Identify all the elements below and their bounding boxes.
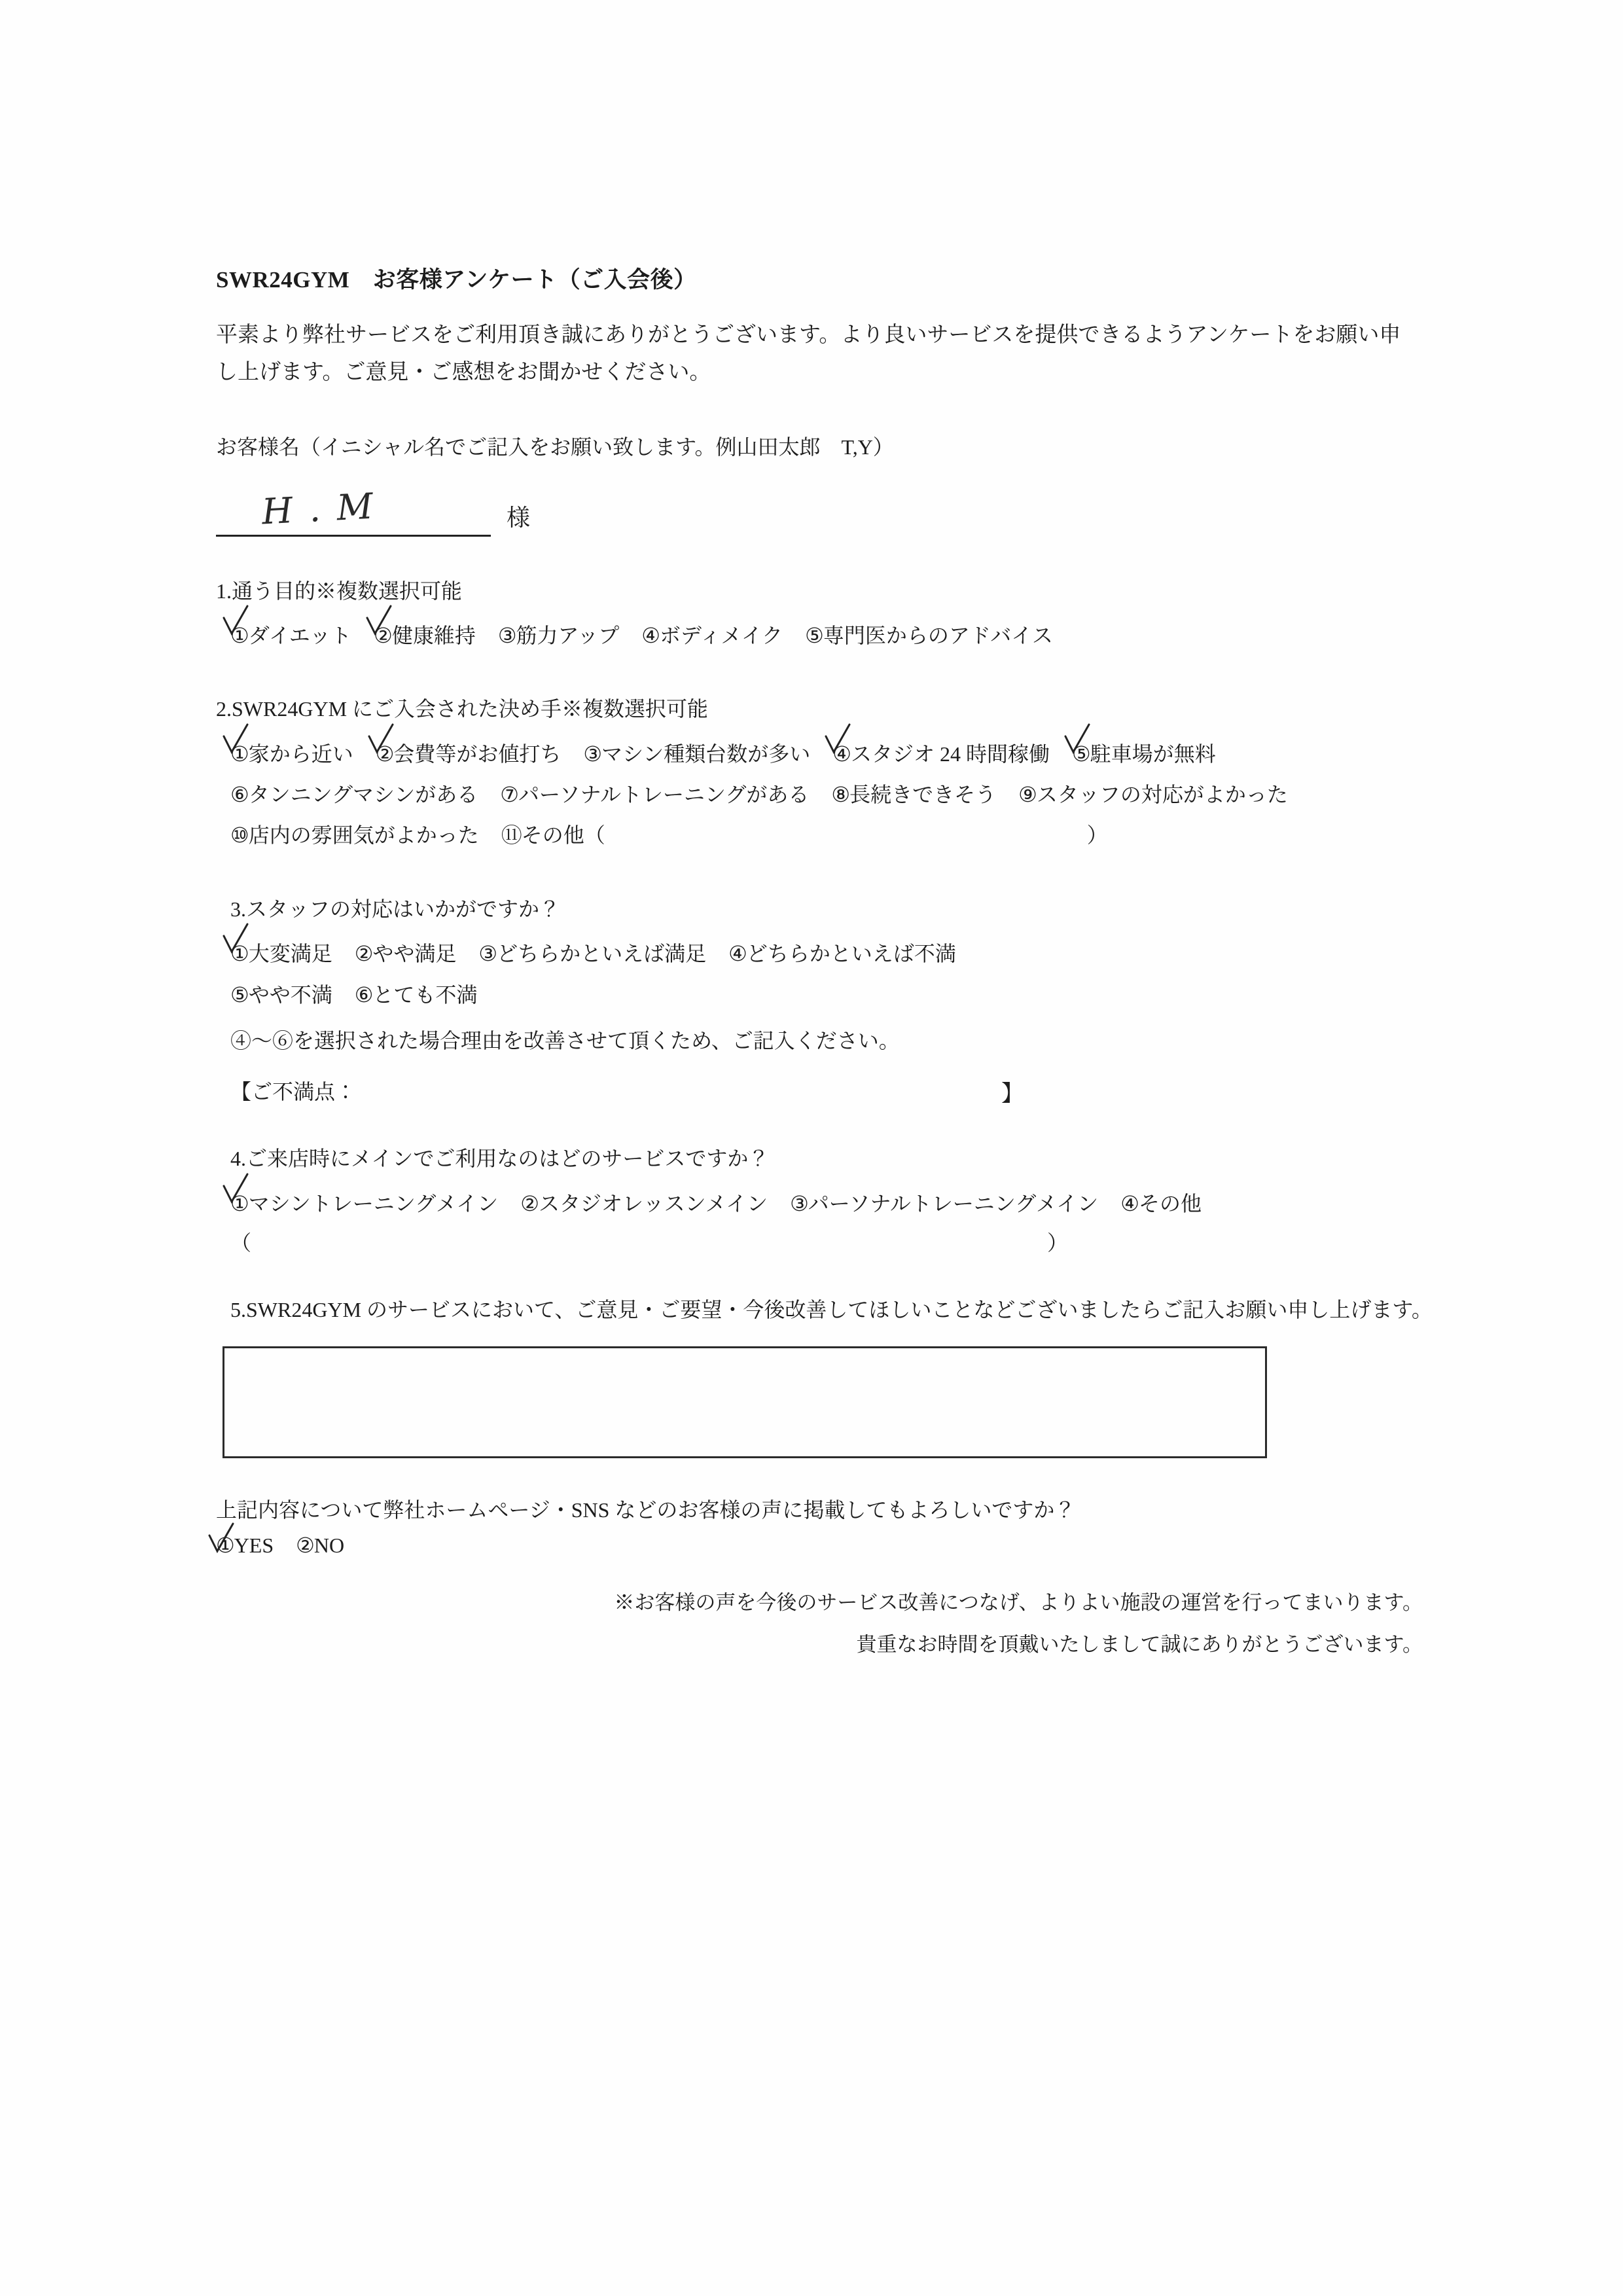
option-q2-2-label: 会費等がお値打ち	[393, 742, 562, 766]
option-q3-2-label: やや満足	[372, 942, 457, 966]
option-q3-5-label: やや不満	[248, 982, 332, 1007]
option-q2-10[interactable]	[230, 815, 479, 855]
question-4	[216, 1141, 1433, 1257]
option-q1-4[interactable]	[641, 615, 783, 656]
option-q2-7-num: ⑦	[500, 783, 518, 807]
publication-consent	[216, 1494, 1433, 1558]
option-q1-4-num: ④	[641, 623, 660, 647]
option-q4-1-label: マシントレーニングメイン	[248, 1191, 499, 1215]
question-2-label: 2.SWR24GYM にご入会された決め手※複数選択可能	[216, 697, 709, 721]
question-2	[216, 691, 1433, 856]
option-q1-2-label: 健康維持	[391, 623, 476, 647]
option-q4-3-label: パーソナルトレーニングメイン	[808, 1191, 1099, 1215]
footer-notes	[216, 1584, 1433, 1665]
option-q2-11-label: その他（ ）	[521, 823, 1108, 848]
option-q3-3[interactable]	[478, 933, 706, 974]
option-q2-5-num: ⑤	[1072, 742, 1090, 766]
dissatisfaction-open-bracket: 【ご不満点：	[230, 1080, 357, 1104]
option-q4-1[interactable]	[230, 1183, 498, 1224]
option-publish-yes[interactable]	[216, 1533, 274, 1558]
intro-paragraph: 平素より弊社サービスをご利用頂き誠にありがとうございます。より良いサービスを提供できるようアンケートをお願い申し上げます。ご意見・ご感想をお聞かせください。	[216, 323, 1401, 384]
question-5-label: 5.SWR24GYM のサービスにおいて、ご意見・ご要望・今後改善してほしいことなどございましたらご記入お願い申し上げます。	[230, 1298, 1433, 1322]
option-publish-yes-label: YES	[234, 1533, 274, 1557]
option-q1-3-num: ③	[497, 623, 516, 647]
option-q2-4-num: ④	[832, 742, 851, 766]
option-q2-6[interactable]	[230, 774, 478, 815]
option-q1-3[interactable]	[498, 615, 619, 656]
option-q4-1-num: ①	[230, 1191, 249, 1215]
option-q1-4-label: ボディメイク	[659, 623, 783, 647]
footer-line-1: ※お客様の声を今後のサービス改善につなげ、よりよい施設の運営を行ってまいります。	[614, 1590, 1423, 1614]
option-q3-4-num: ④	[728, 942, 747, 966]
option-q3-6-label: とても不満	[372, 982, 478, 1007]
dissatisfaction-field[interactable]	[216, 1075, 1433, 1105]
customer-name-row	[216, 479, 1433, 537]
option-publish-no-num: ②	[296, 1533, 314, 1557]
option-q4-4-label: その他	[1138, 1191, 1202, 1215]
option-q4-4[interactable]	[1120, 1183, 1202, 1224]
question-1-options	[216, 615, 1433, 656]
option-q2-11[interactable]	[501, 815, 1108, 855]
question-3-note: ④～⑥を選択された場合理由を改善させて頂くため、ご記入ください。	[230, 1029, 900, 1053]
customer-name-prompt: お客様名（イニシャル名でご記入をお願い致します。例山田太郎 T,Y）	[216, 435, 894, 459]
option-q2-7[interactable]	[500, 774, 809, 815]
option-q2-10-label: 店内の雰囲気がよかった	[248, 823, 479, 848]
option-q4-2-num: ②	[520, 1191, 539, 1215]
option-q1-1[interactable]	[230, 615, 351, 656]
option-q2-8-num: ⑧	[831, 783, 850, 807]
customer-name-field[interactable]	[216, 482, 491, 537]
option-q3-6[interactable]	[355, 975, 478, 1015]
option-q2-6-num: ⑥	[230, 783, 249, 807]
customer-name-handwriting: H . M	[260, 484, 377, 533]
option-q2-1-num: ①	[230, 742, 249, 766]
publication-question: 上記内容について弊社ホームページ・SNS などのお客様の声に掲載してもよろしいですか？	[216, 1498, 1076, 1522]
option-q4-2[interactable]	[520, 1183, 768, 1224]
question-3-options-row1	[216, 933, 1433, 974]
question-4-label: 4.ご来店時にメインでご利用なのはどのサービスですか？	[230, 1147, 770, 1171]
option-publish-no-label: NO	[313, 1533, 345, 1557]
option-q1-2[interactable]	[374, 615, 476, 656]
option-q3-1[interactable]	[230, 933, 332, 974]
customer-name-suffix: 様	[507, 504, 531, 531]
option-q2-2-num: ②	[375, 742, 394, 766]
dissatisfaction-close-bracket: 】	[1001, 1082, 1024, 1107]
option-q3-5-num: ⑤	[230, 982, 249, 1007]
option-q2-11-num: ⑪	[501, 823, 522, 848]
option-q1-3-label: 筋力アップ	[516, 623, 620, 647]
option-q2-8-label: 長続きできそう	[849, 783, 997, 807]
option-q2-5-label: 駐車場が無料	[1090, 742, 1216, 766]
question-4-options	[216, 1183, 1433, 1224]
option-q2-3-num: ③	[583, 742, 602, 766]
option-q4-3[interactable]	[790, 1183, 1098, 1224]
option-q2-1-label: 家から近い	[248, 742, 353, 766]
option-q3-2-num: ②	[354, 942, 373, 966]
option-q3-6-num: ⑥	[354, 982, 373, 1007]
option-q3-3-label: どちらかといえば満足	[497, 942, 707, 966]
option-q2-3[interactable]	[583, 734, 810, 774]
option-q3-4[interactable]	[728, 933, 956, 974]
option-q1-5-num: ⑤	[805, 623, 823, 647]
option-q2-10-num: ⑩	[230, 823, 249, 848]
option-q1-1-num: ①	[230, 623, 249, 647]
question-4-other-field[interactable]: （ ）	[230, 1231, 1069, 1255]
option-q2-9[interactable]	[1018, 774, 1288, 815]
question-1	[216, 573, 1433, 656]
option-q1-5-label: 専門医からのアドバイス	[823, 623, 1053, 647]
question-3	[216, 891, 1433, 1106]
option-q3-2[interactable]	[355, 933, 457, 974]
option-q1-1-label: ダイエット	[248, 623, 352, 647]
question-1-label: 1.通う目的※複数選択可能	[216, 579, 463, 603]
option-q2-4-label: スタジオ 24 時間稼働	[850, 742, 1050, 766]
option-q3-5[interactable]	[230, 975, 332, 1015]
option-q2-9-num: ⑨	[1018, 783, 1037, 807]
option-q4-4-num: ④	[1120, 1191, 1139, 1215]
option-publish-no[interactable]	[296, 1533, 344, 1558]
option-q2-9-label: スタッフの対応がよかった	[1036, 783, 1288, 807]
option-q2-3-label: マシン種類台数が多い	[601, 742, 811, 766]
option-q2-1[interactable]	[230, 734, 353, 774]
question-5-answer-box[interactable]	[223, 1346, 1267, 1458]
option-q1-5[interactable]	[805, 615, 1053, 656]
page-title: SWR24GYM お客様アンケート（ご入会後）	[216, 267, 697, 293]
option-q4-2-label: スタジオレッスンメイン	[538, 1191, 768, 1215]
option-q2-8[interactable]	[831, 774, 996, 815]
option-q2-6-label: タンニングマシンがある	[248, 783, 478, 807]
option-q1-2-num: ②	[374, 623, 392, 647]
option-q3-1-label: 大変満足	[248, 942, 332, 966]
question-2-options-row3	[216, 815, 1433, 855]
option-publish-yes-num: ①	[216, 1533, 234, 1557]
question-3-options-row2	[216, 975, 1433, 1015]
question-5	[216, 1292, 1433, 1458]
option-q2-5[interactable]	[1072, 734, 1216, 774]
option-q2-2[interactable]	[376, 734, 562, 774]
option-q2-7-label: パーソナルトレーニングがある	[518, 783, 810, 807]
footer-line-2: 貴重なお時間を頂戴いたしまして誠にありがとうございます。	[856, 1633, 1423, 1657]
option-q3-3-num: ③	[478, 942, 497, 966]
question-2-options-row1	[216, 734, 1433, 774]
survey-sheet	[216, 262, 1433, 1664]
option-q3-1-num: ①	[230, 942, 249, 966]
question-3-label: 3.スタッフの対応はいかがですか？	[230, 897, 561, 921]
option-q3-4-label: どちらかといえば不満	[746, 942, 956, 966]
option-q2-4[interactable]	[832, 734, 1050, 774]
publication-options	[216, 1533, 1433, 1558]
question-2-options-row2	[216, 774, 1433, 815]
option-q4-3-num: ③	[790, 1191, 808, 1215]
